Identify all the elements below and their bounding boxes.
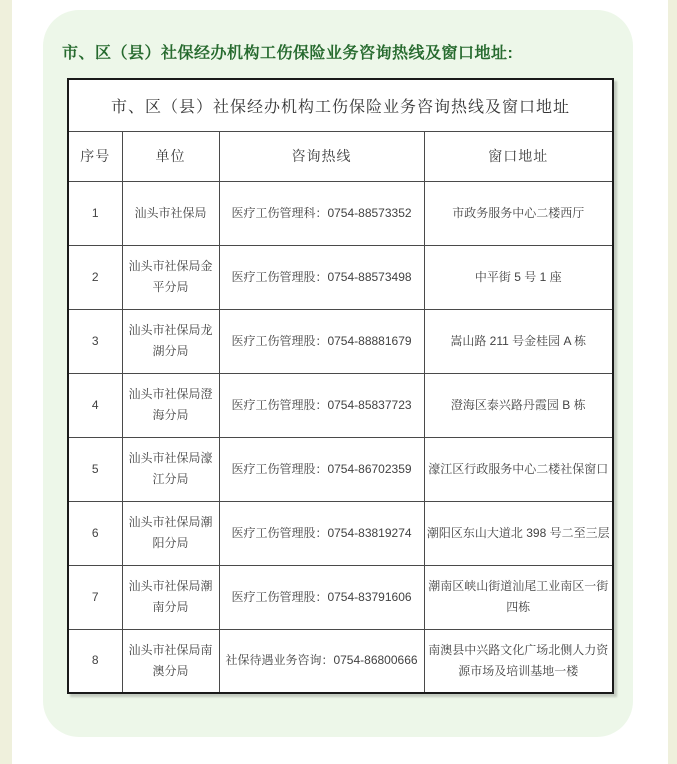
table-title: 市、区（县）社保经办机构工伤保险业务咨询热线及窗口地址: [68, 79, 613, 131]
cell-address: 澄海区泰兴路丹霞园 B 栋: [424, 373, 613, 437]
cell-unit: 汕头市社保局南澳分局: [122, 629, 219, 693]
table-row: [68, 181, 613, 245]
column-header-address: 窗口地址: [424, 131, 613, 181]
cell-serial: 7: [68, 565, 122, 629]
column-header-unit: 单位: [122, 131, 219, 181]
table-row: [68, 373, 613, 437]
cell-serial: 3: [68, 309, 122, 373]
cell-serial: 5: [68, 437, 122, 501]
cell-hotline: 医疗工伤管理股：0754-83791606: [219, 565, 424, 629]
cell-serial: 8: [68, 629, 122, 693]
cell-hotline: 医疗工伤管理股：0754-88881679: [219, 309, 424, 373]
cell-hotline: 医疗工伤管理股：0754-88573498: [219, 245, 424, 309]
cell-address: 南澳县中兴路文化广场北侧人力资源市场及培训基地一楼: [424, 629, 613, 693]
table-row: [68, 501, 613, 565]
table-header-row: [68, 131, 613, 181]
cell-unit: 汕头市社保局潮阳分局: [122, 501, 219, 565]
cell-serial: 1: [68, 181, 122, 245]
column-header-hotline: 咨询热线: [219, 131, 424, 181]
cell-unit: 汕头市社保局潮南分局: [122, 565, 219, 629]
cell-hotline: 社保待遇业务咨询：0754-86800666: [219, 629, 424, 693]
cell-serial: 4: [68, 373, 122, 437]
cell-hotline: 医疗工伤管理股：0754-83819274: [219, 501, 424, 565]
cell-unit: 汕头市社保局澄海分局: [122, 373, 219, 437]
cell-address: 潮阳区东山大道北 398 号二至三层: [424, 501, 613, 565]
cell-unit: 汕头市社保局金平分局: [122, 245, 219, 309]
column-header-serial: 序号: [68, 131, 122, 181]
content-panel: [12, 0, 668, 764]
cell-hotline: 医疗工伤管理股：0754-86702359: [219, 437, 424, 501]
table-row: [68, 309, 613, 373]
table-row: [68, 437, 613, 501]
cell-address: 潮南区峡山街道汕尾工业南区一街四栋: [424, 565, 613, 629]
cell-address: 中平街 5 号 1 座: [424, 245, 613, 309]
cell-unit: 汕头市社保局: [122, 181, 219, 245]
table-body: [68, 79, 613, 693]
table-row: [68, 245, 613, 309]
cell-unit: 汕头市社保局龙湖分局: [122, 309, 219, 373]
cell-serial: 6: [68, 501, 122, 565]
table-row: [68, 629, 613, 693]
cell-serial: 2: [68, 245, 122, 309]
green-card: [43, 10, 633, 737]
cell-unit: 汕头市社保局濠江分局: [122, 437, 219, 501]
cell-hotline: 医疗工伤管理股：0754-85837723: [219, 373, 424, 437]
cell-hotline: 医疗工伤管理科：0754-88573352: [219, 181, 424, 245]
page-heading: 市、区（县）社保经办机构工伤保险业务咨询热线及窗口地址:: [62, 45, 514, 62]
cell-address: 濠江区行政服务中心二楼社保窗口: [424, 437, 613, 501]
table-row: [68, 565, 613, 629]
cell-address: 市政务服务中心二楼西厅: [424, 181, 613, 245]
cell-address: 嵩山路 211 号金桂园 A 栋: [424, 309, 613, 373]
table-title-row: [68, 79, 613, 131]
hotline-address-table: [67, 78, 614, 694]
